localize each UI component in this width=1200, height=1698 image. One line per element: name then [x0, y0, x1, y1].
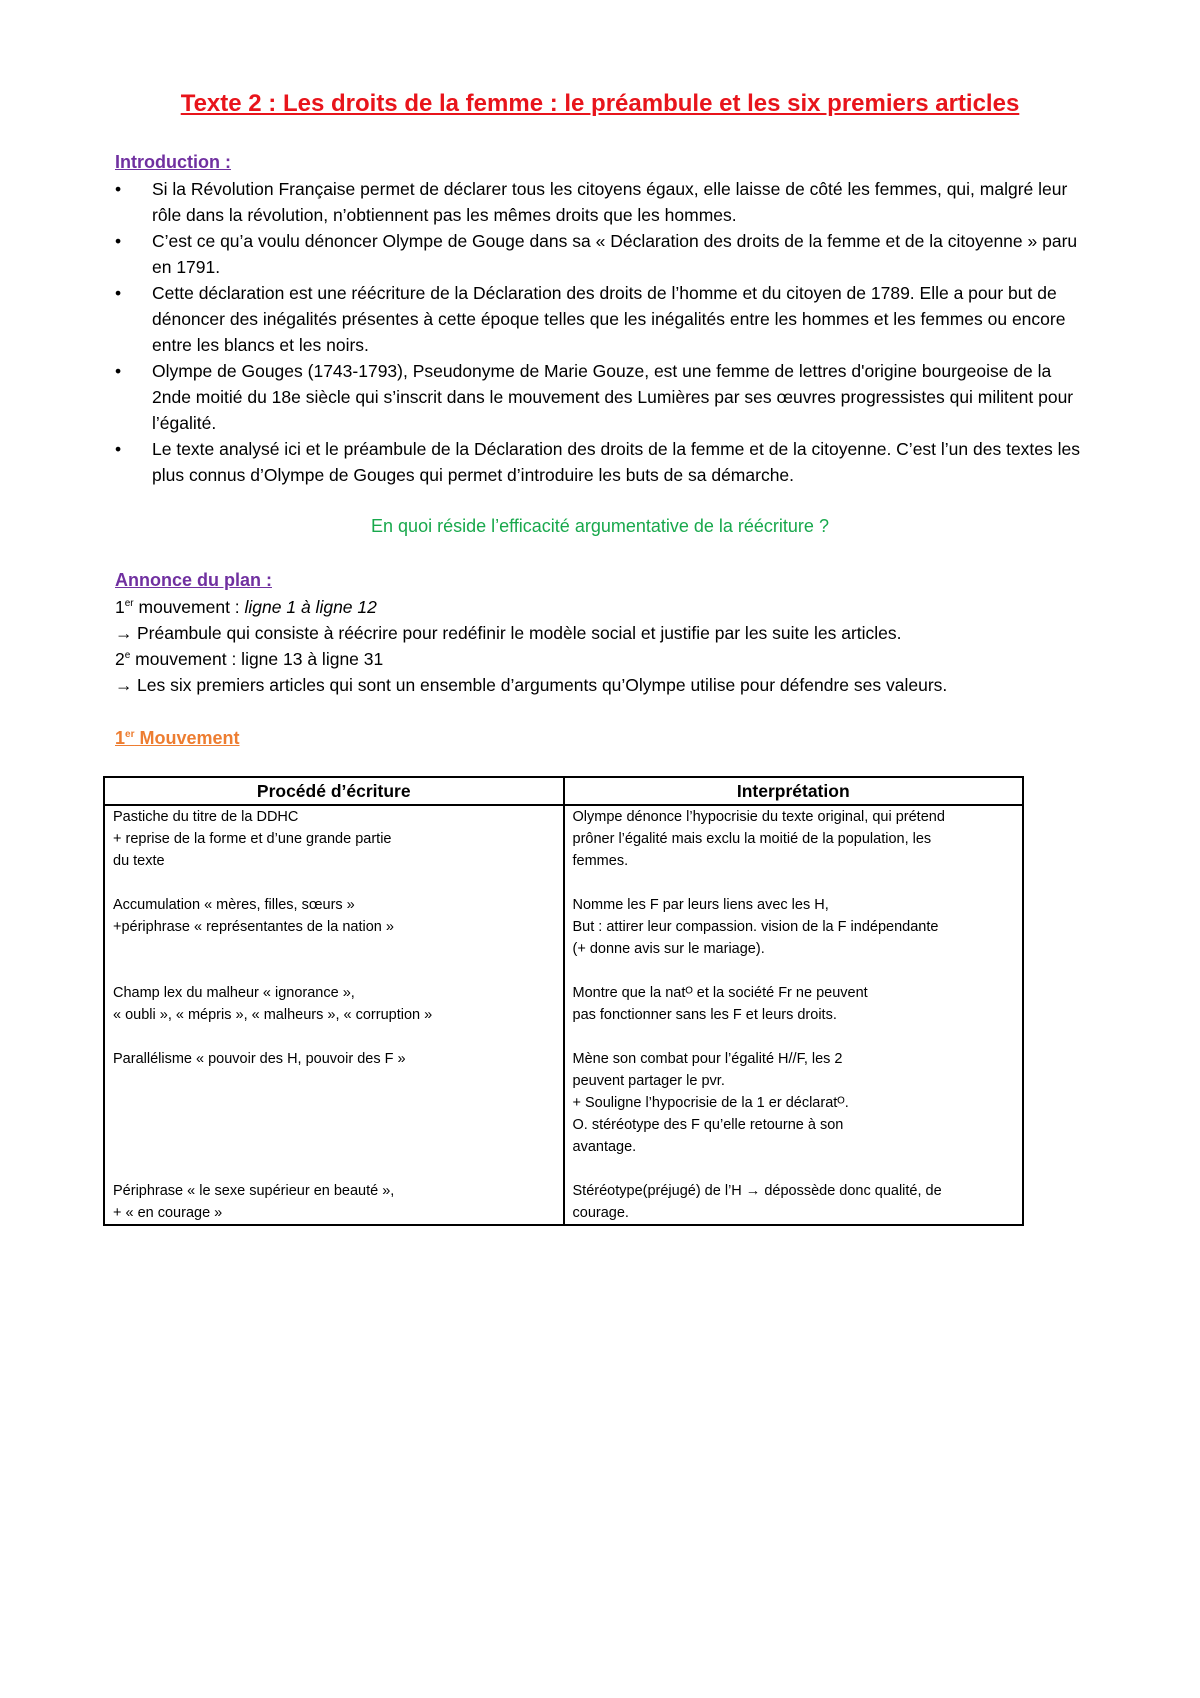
- plan-movement-1: 1er mouvement : ligne 1 à ligne 12: [115, 597, 377, 617]
- bullet-icon: •: [115, 179, 122, 199]
- list-item: • Cette déclaration est une réécriture de la Déclaration des droits de l’homme et du citoyen de 1789. Elle a pour but de dénoncer des inégalités présentes à cette époque telles que les inégalités entre les hommes et les femmes ou encore entre les blancs et les noirs.: [115, 280, 1095, 358]
- table-cell: Olympe dénonce l’hypocrisie du texte original, qui prétend prôner l’égalité mais exclu la moitié de la population, les femmes.: [564, 805, 1024, 894]
- table-cell: Nomme les F par leurs liens avec les H, But : attirer leur compassion. vision de la F indépendante (+ donne avis sur le mariage).: [564, 894, 1024, 982]
- table-row: [104, 894, 1023, 982]
- problematique: En quoi réside l’efficacité argumentative de la réécriture ?: [371, 516, 829, 536]
- plan-movement-2: 2e mouvement : ligne 13 à ligne 31: [115, 649, 384, 669]
- bullet-icon: •: [115, 231, 122, 251]
- list-item: • C’est ce qu’a voulu dénoncer Olympe de Gouge dans sa « Déclaration des droits de la femme et de la citoyenne » paru en 1791.: [115, 228, 1095, 280]
- introduction-heading: Introduction :: [115, 152, 231, 172]
- arrow-right-icon: →: [115, 623, 133, 643]
- table-row: [104, 1048, 1023, 1180]
- column-header-interpretation: Interprétation: [564, 777, 1024, 805]
- plan-movement-2-desc: → Les six premiers articles qui sont un ensemble d’arguments qu’Olympe utilise pour défendre ses valeurs.: [115, 672, 1105, 698]
- introduction-list: [115, 176, 1095, 488]
- table-cell: Stéréotype(préjugé) de l’H → dépossède donc qualité, de courage.: [564, 1180, 1024, 1225]
- table-cell: Parallélisme « pouvoir des H, pouvoir des F »: [104, 1048, 564, 1180]
- table-cell: Périphrase « le sexe supérieur en beauté », + « en courage »: [104, 1180, 564, 1225]
- table-header-row: [104, 777, 1023, 805]
- bullet-icon: •: [115, 439, 122, 459]
- plan-heading: Annonce du plan :: [115, 570, 272, 590]
- table-row: [104, 805, 1023, 894]
- table-cell: Mène son combat pour l’égalité H//F, les 2 peuvent partager le pvr. + Souligne l’hypocrisie de la 1 er déclaratᴼ. O. stéréotype des F qu’elle retourne à son avantage.: [564, 1048, 1024, 1180]
- table-cell: Pastiche du titre de la DDHC + reprise de la forme et d’une grande partie du texte: [104, 805, 564, 894]
- table-cell: Champ lex du malheur « ignorance », « oubli », « mépris », « malheurs », « corruption »: [104, 982, 564, 1048]
- movement-1-heading: 1er Mouvement: [115, 728, 240, 748]
- column-header-procede: Procédé d’écriture: [104, 777, 564, 805]
- bullet-icon: •: [115, 361, 122, 381]
- plan-movement-1-desc: → Préambule qui consiste à réécrire pour redéfinir le modèle social et justifie par les suite les articles.: [115, 620, 1105, 646]
- table-row: [104, 982, 1023, 1048]
- document-title: Texte 2 : Les droits de la femme : le préambule et les six premiers articles: [180, 90, 1020, 117]
- list-item: • Olympe de Gouges (1743-1793), Pseudonyme de Marie Gouze, est une femme de lettres d'origine bourgeoise de la 2nde moitié du 18e siècle qui s’inscrit dans le mouvement des Lumières par ses œuvres progressistes qui militent pour l’égalité.: [115, 358, 1095, 436]
- analysis-table: [103, 776, 1024, 1226]
- list-item: • Le texte analysé ici et le préambule de la Déclaration des droits de la femme et de la citoyenne. C’est l’un des textes les plus connus d’Olympe de Gouges qui permet d’introduire les buts de sa démarche.: [115, 436, 1095, 488]
- bullet-icon: •: [115, 283, 122, 303]
- list-item: • Si la Révolution Française permet de déclarer tous les citoyens égaux, elle laisse de côté les femmes, qui, malgré leur rôle dans la révolution, n’obtiennent pas les mêmes droits que les hommes.: [115, 176, 1095, 228]
- table-row: [104, 1180, 1023, 1225]
- table-cell: Accumulation « mères, filles, sœurs » +périphrase « représentantes de la nation »: [104, 894, 564, 982]
- table-cell: Montre que la natᴼ et la société Fr ne peuvent pas fonctionner sans les F et leurs droits.: [564, 982, 1024, 1048]
- arrow-right-icon: →: [115, 675, 133, 695]
- plan-content: [115, 594, 1105, 698]
